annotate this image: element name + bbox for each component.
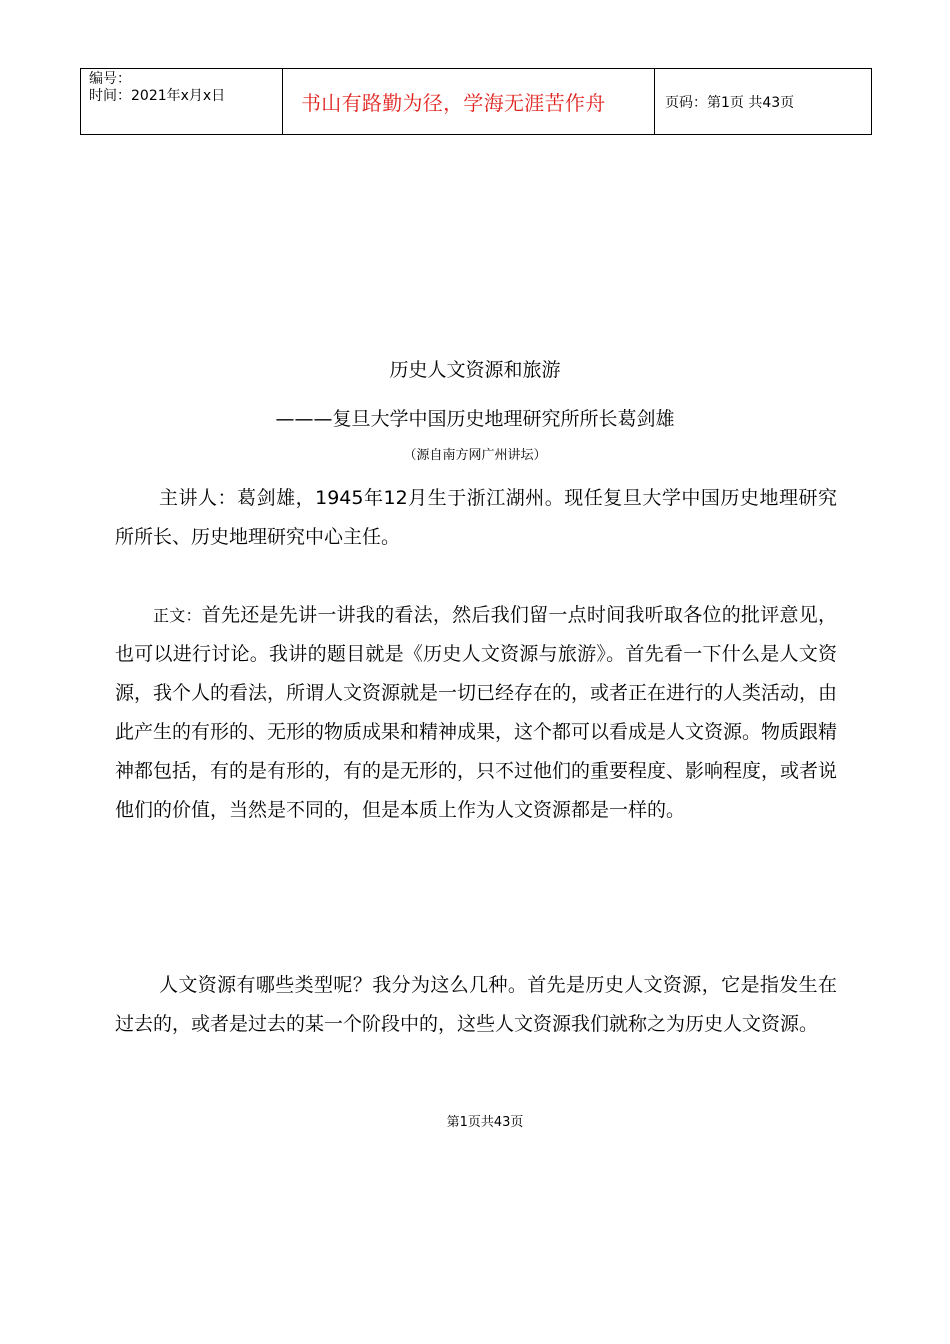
document-time-label: 时间：2021年x月x日 [89, 88, 226, 104]
body-label: 正文： [153, 606, 202, 625]
motto-text: 书山有路勤为径，学海无涯苦作舟 [301, 91, 606, 115]
article-source: （源自南方网广州讲坛） [403, 448, 547, 463]
article-subtitle: ———复旦大学中国历史地理研究所所长葛剑雄 [275, 408, 675, 430]
header-page-cell [655, 69, 872, 135]
body-text: 首先还是先讲一讲我的看法，然后我们留一点时间我听取各位的批评意见，也可以进行讨论。我讲的题目就是《历史人文资源与旅游》。首先看一下什么是人文资源，我个人的看法，所谓人文资源就是一切已经存在的，或者正在进行的人类活动，由此产生的有形的、无形的物质成果和精神成果，这个都可以看成是人文资源。物质跟精神都包括，有的是有形的，有的是无形的，只不过他们的重要程度、影响程度，或者说他们的价值，当然是不同的，但是本质上作为人文资源都是一样的。 [115, 604, 838, 821]
header-motto-cell [283, 69, 655, 135]
page-footer: 第1页共43页 [446, 1115, 524, 1130]
header-table [80, 68, 872, 135]
article-title: 历史人文资源和旅游 [389, 359, 561, 381]
header-meta-cell [81, 69, 283, 135]
types-paragraph: 人文资源有哪些类型呢？我分为这么几种。首先是历史人文资源，它是指发生在过去的，或者是过去的某一个阶段中的，这些人文资源我们就称之为历史人文资源。 [115, 974, 837, 1035]
document-number-label: 编号： [89, 71, 131, 87]
speaker-intro-paragraph: 主讲人：葛剑雄，1945年12月生于浙江湖州。现任复旦大学中国历史地理研究所所长、历史地理研究中心主任。 [115, 487, 837, 548]
header-page-info: 页码：第1页 共43页 [665, 94, 795, 111]
body-paragraph [115, 596, 837, 830]
